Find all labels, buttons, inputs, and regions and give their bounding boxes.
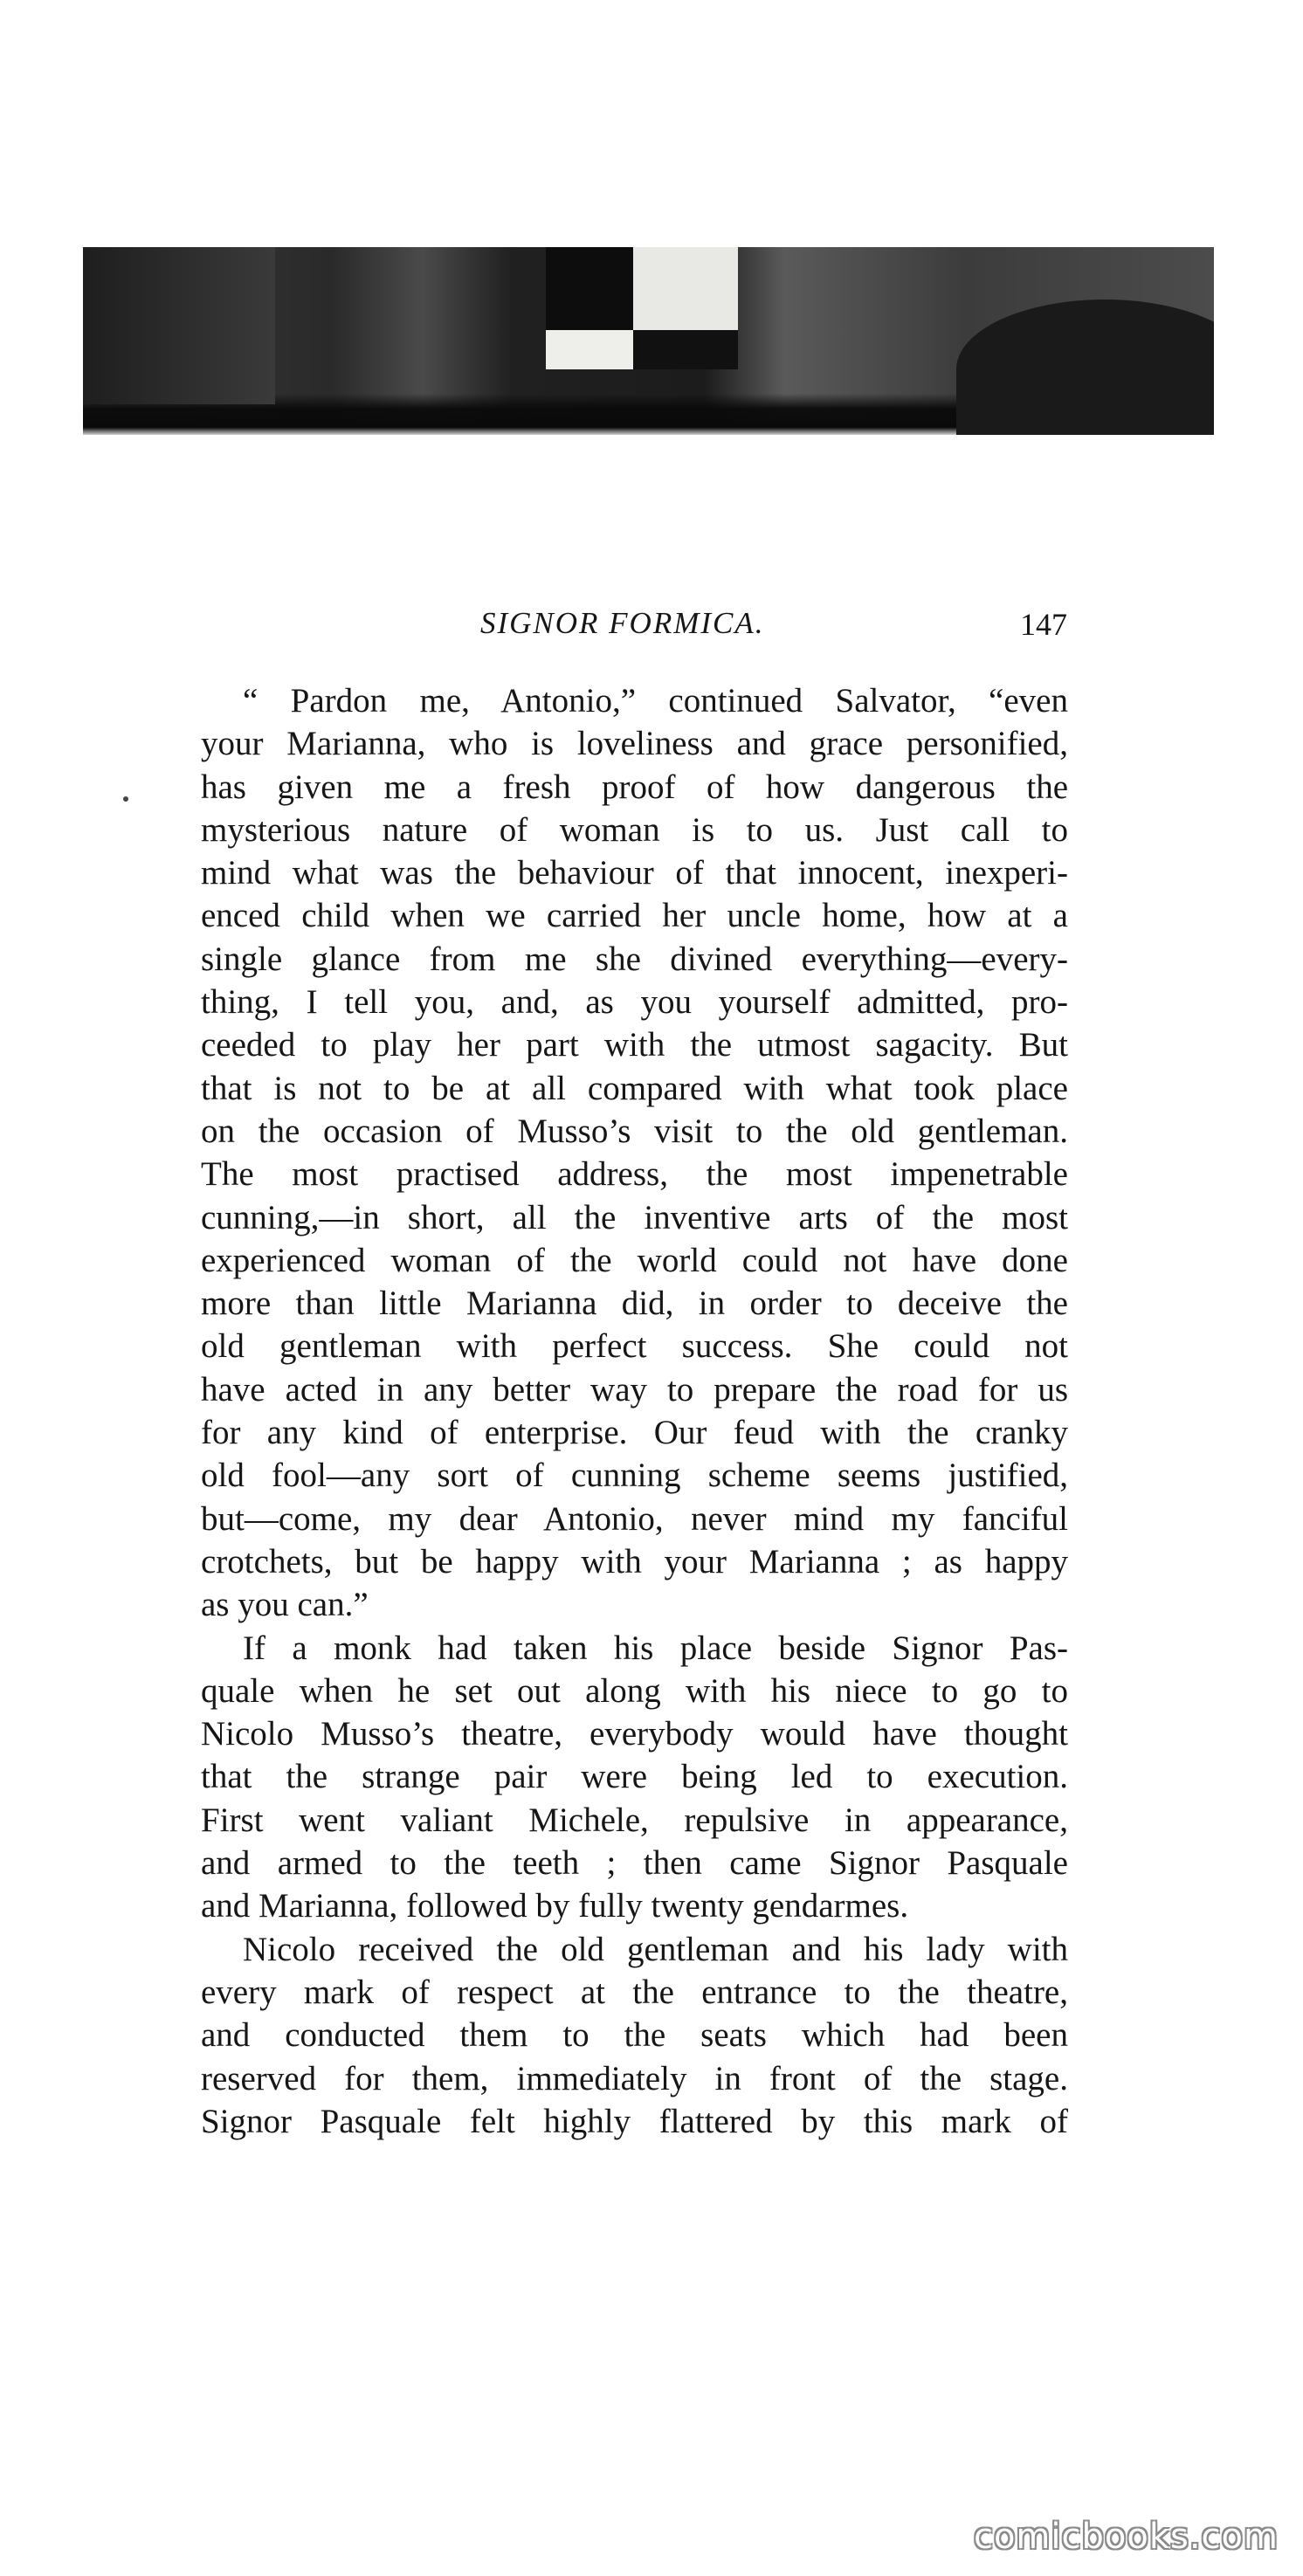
- text-line: single glance from me she divined everything—every-: [201, 940, 1068, 978]
- text-line: The most practised address, the most impenetrable: [201, 1155, 1068, 1194]
- text-line: that is not to be at all compared with what took place: [201, 1069, 1068, 1107]
- text-line: more than little Marianna did, in order to deceive the: [201, 1285, 1068, 1323]
- text-line: mind what was the behaviour of that innocent, inexperi-: [201, 854, 1068, 892]
- margin-dot-mark: [123, 796, 128, 802]
- text-line: cunning,—in short, all the inventive arts of the most: [201, 1198, 1068, 1236]
- text-line: and armed to the teeth ; then came Signor Pasquale: [201, 1844, 1068, 1883]
- photo-mound-shape: [956, 300, 1214, 435]
- text-line: on the occasion of Musso’s visit to the old gentleman.: [201, 1112, 1068, 1150]
- text-line: your Marianna, who is loveliness and grace personified,: [201, 725, 1068, 763]
- text-line: that the strange pair were being led to execution.: [201, 1758, 1068, 1796]
- text-line: experienced woman of the world could not have done: [201, 1241, 1068, 1279]
- photo-dark-panel-lower: [633, 330, 738, 369]
- text-line: but—come, my dear Antonio, never mind my fanciful: [201, 1499, 1068, 1538]
- watermark: comicbooks.com: [973, 2517, 1279, 2557]
- text-line: has given me a fresh proof of how dangerous the: [201, 768, 1068, 806]
- photo-light-panel-lower: [546, 330, 633, 369]
- text-line: “ Pardon me, Antonio,” continued Salvator, “even: [243, 682, 1068, 720]
- running-head: [201, 606, 1067, 658]
- text-line: as you can.”: [201, 1586, 369, 1624]
- photo-shadow: [83, 247, 275, 404]
- text-line: If a monk had taken his place beside Signor Pas-: [243, 1629, 1068, 1667]
- running-title: SIGNOR FORMICA.: [480, 606, 765, 640]
- text-line: old gentleman with perfect success. She could not: [201, 1327, 1068, 1366]
- text-line: enced child when we carried her uncle home, how at a: [201, 897, 1068, 935]
- text-line: reserved for them, immediately in front of the stage.: [201, 2059, 1068, 2097]
- text-line: Nicolo received the old gentleman and his lady with: [243, 1930, 1068, 1968]
- text-line: Nicolo Musso’s theatre, everybody would have thought: [201, 1715, 1068, 1753]
- body-text: [201, 679, 1068, 2143]
- text-line: Signor Pasquale felt highly flattered by this mark of: [201, 2102, 1068, 2140]
- text-line: mysterious nature of woman is to us. Just call to: [201, 810, 1068, 849]
- text-line: have acted in any better way to prepare the road for us: [201, 1370, 1068, 1409]
- photo-light-panel: [633, 247, 738, 330]
- text-line: and conducted them to the seats which had been: [201, 2016, 1068, 2055]
- text-line: First went valiant Michele, repulsive in appearance,: [201, 1801, 1068, 1839]
- text-line: quale when he set out along with his niece to go to: [201, 1671, 1068, 1710]
- text-line: ceeded to play her part with the utmost sagacity. But: [201, 1026, 1068, 1064]
- page-number: 147: [1020, 607, 1067, 642]
- photo-dark-panel: [546, 247, 633, 330]
- text-line: for any kind of enterprise. Our feud with the cranky: [201, 1414, 1068, 1452]
- text-line: and Marianna, followed by fully twenty gendarmes.: [201, 1887, 909, 1925]
- text-line: crotchets, but be happy with your Marianna ; as happy: [201, 1542, 1068, 1581]
- text-line: thing, I tell you, and, as you yourself admitted, pro-: [201, 983, 1068, 1022]
- photograph-strip-image: [83, 247, 1214, 435]
- text-line: every mark of respect at the entrance to the theatre,: [201, 1973, 1068, 2011]
- text-line: old fool—any sort of cunning scheme seems justified,: [201, 1457, 1068, 1495]
